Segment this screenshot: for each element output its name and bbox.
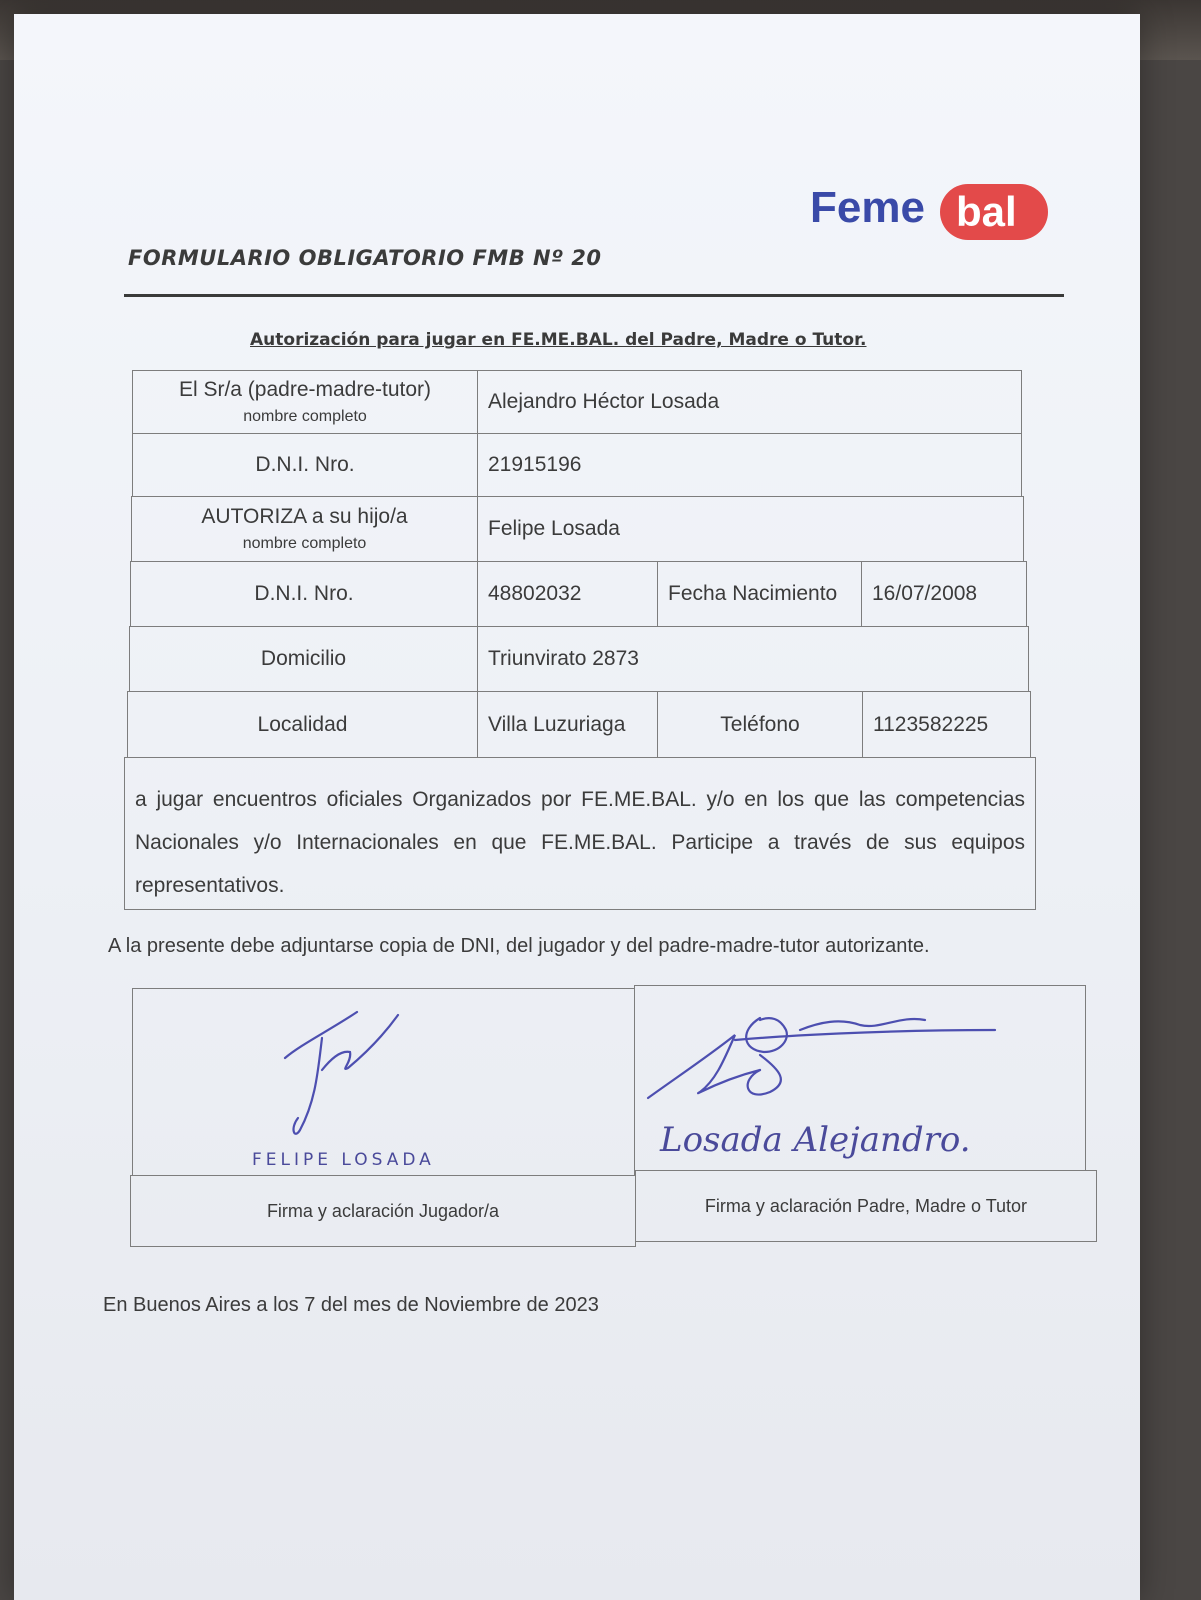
parent-dni-value: 21915196 — [488, 453, 582, 476]
phone-label: Teléfono — [720, 712, 800, 736]
parent-signature-scribble — [648, 1018, 995, 1098]
form-subtitle: Autorización para jugar en FE.ME.BAL. del Padre, Madre o Tutor. — [250, 330, 867, 350]
phone-value: 1123582225 — [873, 712, 989, 736]
child-dni-value: 48802032 — [488, 582, 582, 605]
locality-value: Villa Luzuriaga — [488, 712, 626, 736]
birth-date-value: 16/07/2008 — [872, 582, 978, 605]
parent-name-value: Alejandro Héctor Losada — [488, 390, 720, 413]
player-printed-name: FELIPE LOSADA — [252, 1150, 435, 1170]
parent-hint: nombre completo — [243, 408, 367, 425]
attachment-note: A la presente debe adjuntarse copia de DNI, del jugador y del padre-madre-tutor autorizante. — [108, 935, 930, 957]
child-hint: nombre completo — [242, 535, 367, 552]
authorization-paragraph: a jugar encuentros oficiales Organizados por FE.ME.BAL. y/o en los que las competencias Nacionales y/o Internacionales en que FE.ME.BAL. Participe a través de sus equipos representativos. — [124, 757, 1036, 910]
logo-text-bal: bal — [956, 188, 1017, 235]
child-label: AUTORIZA a su hijo/a — [201, 505, 408, 528]
child-name-value: Felipe Losada — [488, 517, 620, 540]
player-signature-label: Firma y aclaración Jugador/a — [266, 1200, 500, 1221]
address-value: Triunvirato 2873 — [488, 647, 639, 670]
player-signature-scribble — [285, 1012, 398, 1134]
locality-label: Localidad — [257, 712, 348, 736]
parent-signature-label: Firma y aclaración Padre, Madre o Tutor — [704, 1195, 1028, 1216]
parent-printed-name: Losada Alejandro. — [660, 1120, 971, 1160]
birth-label: Fecha Nacimiento — [668, 582, 838, 605]
logo-text-feme: Feme — [810, 183, 925, 232]
form-title: FORMULARIO OBLIGATORIO FMB Nº 20 — [128, 246, 602, 270]
address-label: Domicilio — [260, 647, 347, 670]
closing-statement: En Buenos Aires a los 7 del mes de Noviembre de 2023 — [103, 1294, 599, 1316]
child-dni-label: D.N.I. Nro. — [254, 582, 354, 605]
parent-dni-label: D.N.I. Nro. — [255, 453, 355, 476]
parent-label: El Sr/a (padre-madre-tutor) — [178, 378, 432, 401]
